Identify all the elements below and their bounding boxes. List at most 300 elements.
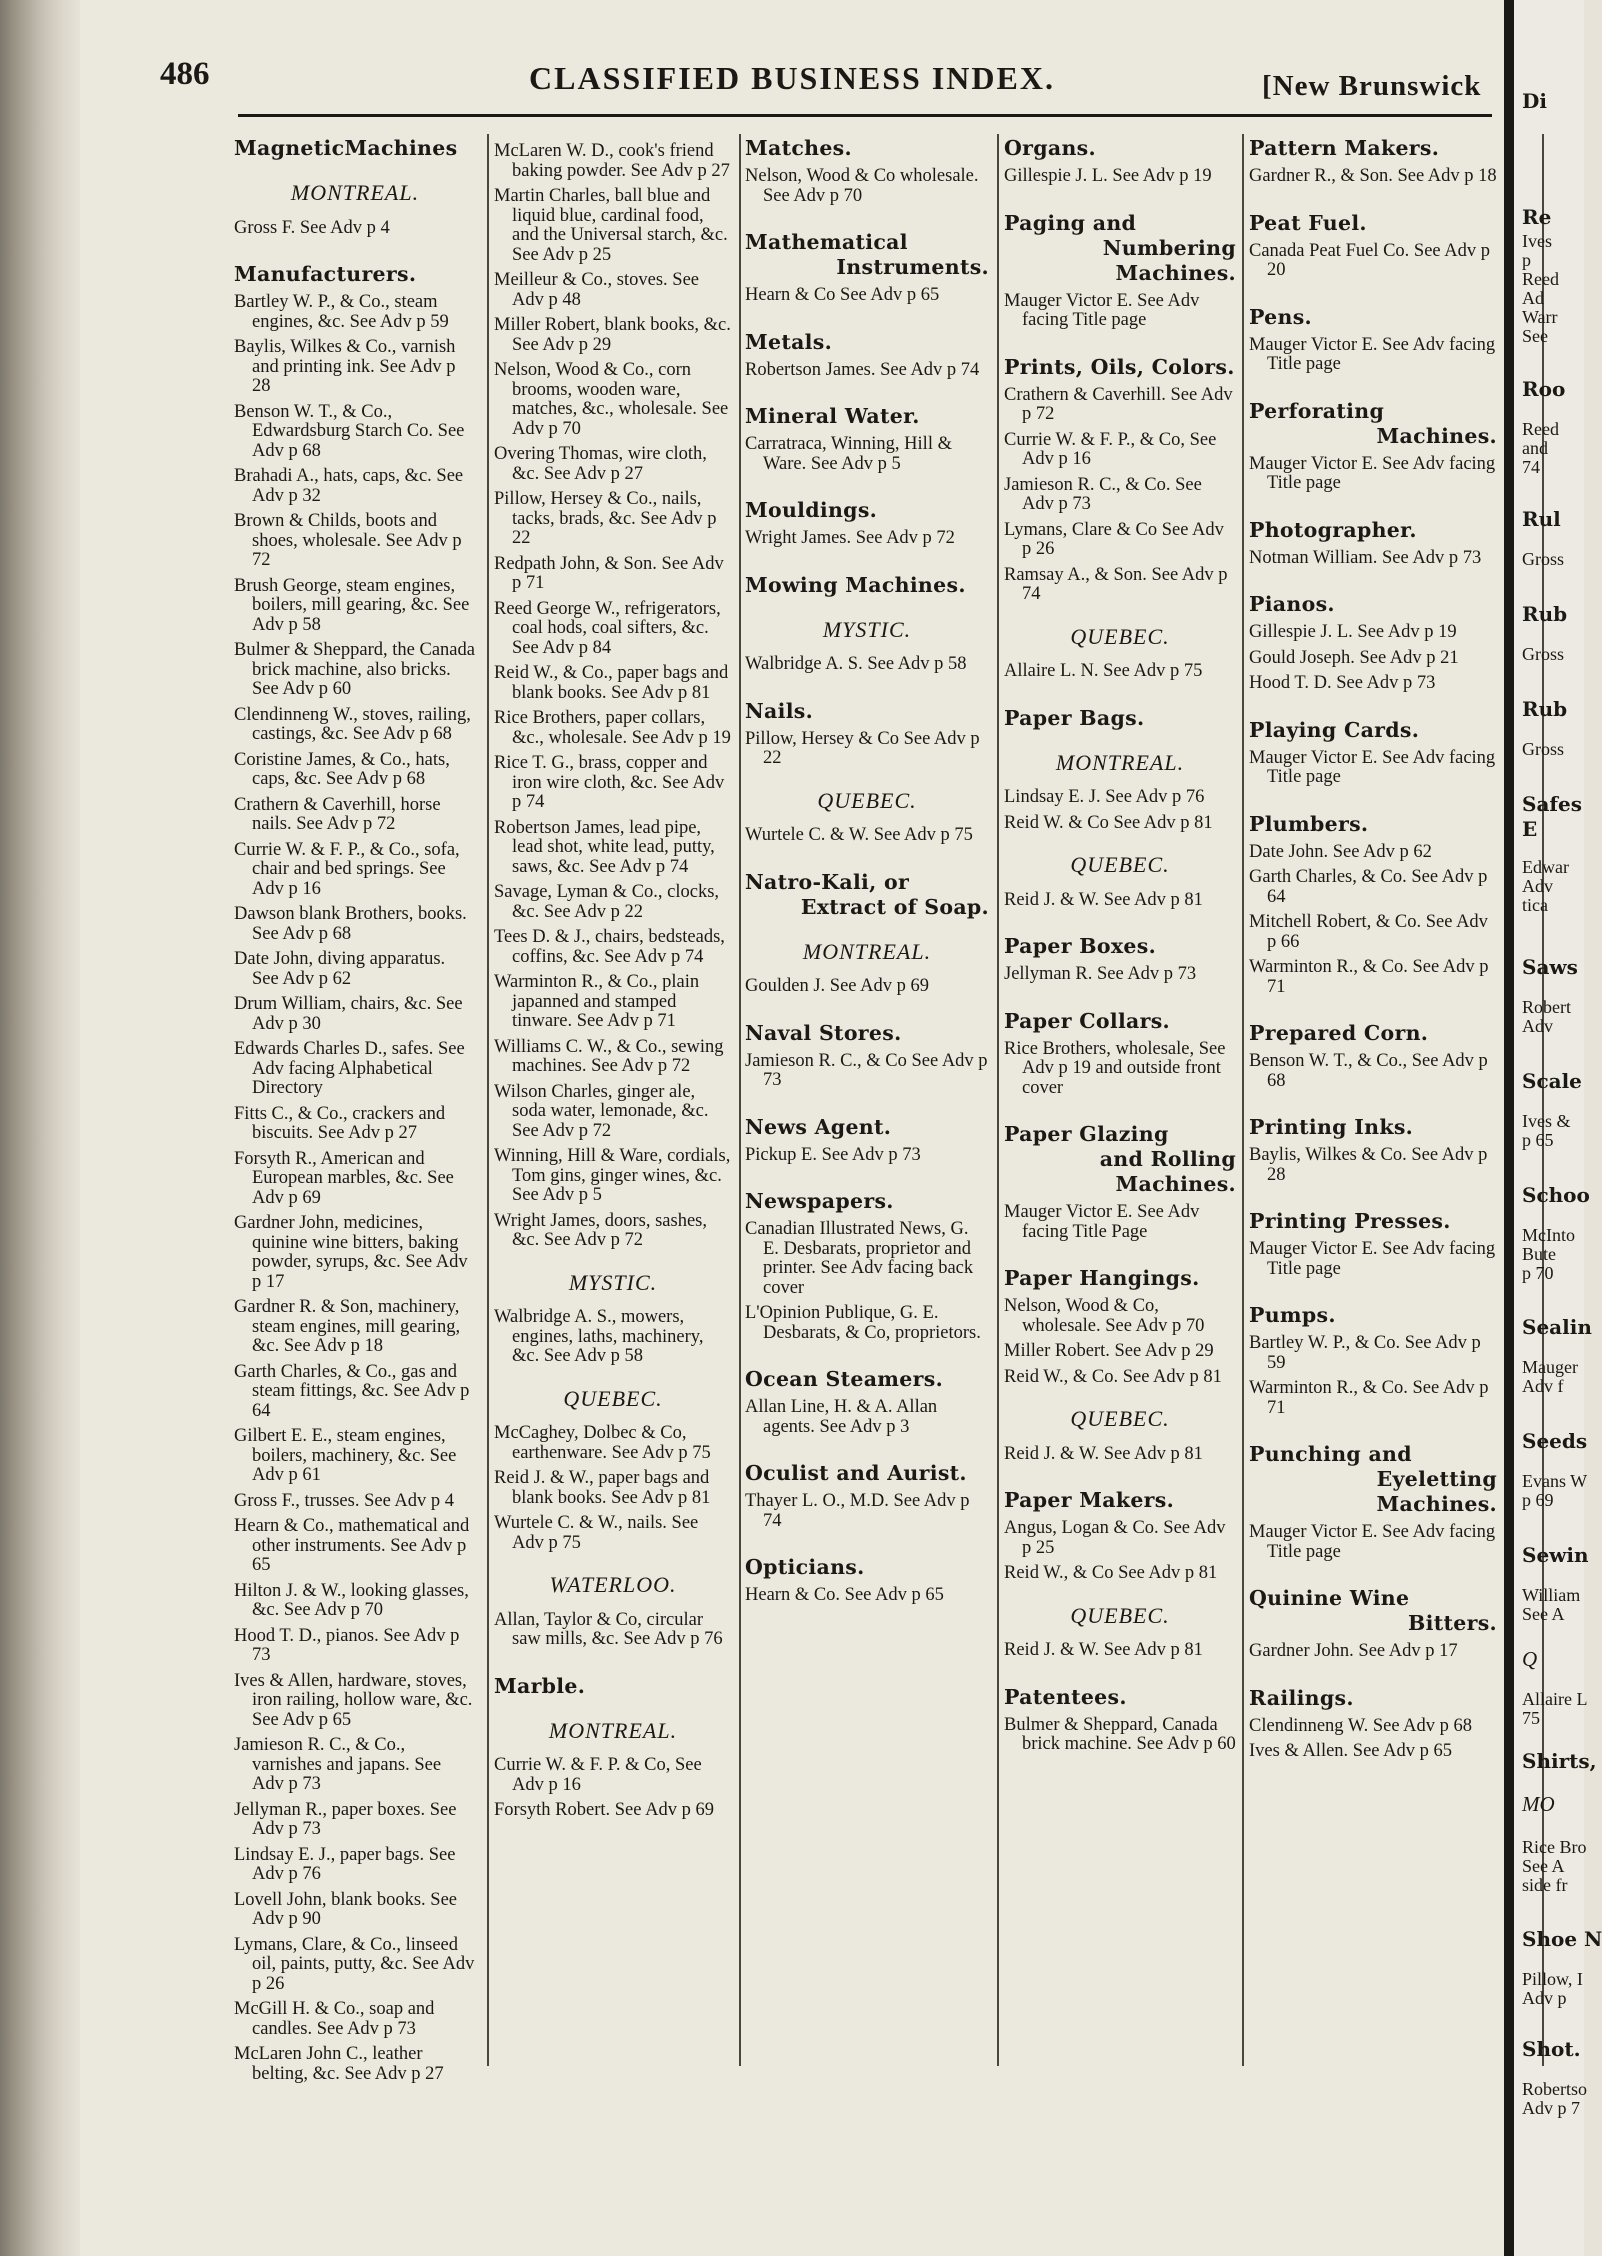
business-entry: [494, 1801, 732, 1821]
business-entry: [234, 1040, 476, 1099]
business-entry-text: Wright James. See Adv p 72: [745, 528, 955, 548]
business-entry: [494, 1611, 732, 1650]
category-heading-line: Numbering: [1102, 235, 1236, 260]
category-heading: [1004, 136, 1236, 161]
category-heading-line: Mowing Machines.: [745, 572, 966, 597]
business-entry-text: Reid J. & W. See Adv p 81: [1004, 1443, 1203, 1464]
adjacent-page-fragment: Shoe N: [1522, 1927, 1602, 1951]
business-entry-text: Warminton R., & Co. See Adv p 71: [1249, 1378, 1489, 1418]
business-entry: [1004, 965, 1236, 985]
business-entry-text: Gardner R. & Son, machinery, steam engines, mill gearing, &c. See Adv p 18: [234, 1297, 461, 1356]
business-entry-text: Walbridge A. S. See Adv p 58: [745, 654, 967, 674]
column-divider: [1242, 134, 1244, 2066]
adjacent-page-fragment: Schoo: [1522, 1183, 1590, 1207]
adjacent-page-fragment: Di: [1522, 89, 1547, 113]
adjacent-page-fragment: Evans W: [1522, 1471, 1588, 1491]
city-subheading: QUEBEC.: [1070, 1406, 1170, 1431]
business-entry-text: Garth Charles, & Co., gas and steam fittings, &c. See Adv p 64: [234, 1361, 470, 1421]
category-heading: [1004, 934, 1236, 959]
category-heading: [1249, 1442, 1497, 1517]
business-entry-text: Gilbert E. E., steam engines, boilers, machinery, &c. See Adv p 61: [234, 1426, 457, 1485]
business-entry: [494, 1308, 732, 1367]
category-heading-line: Extract of Soap.: [800, 894, 989, 919]
business-entry: [234, 706, 476, 745]
business-entry-text: Wright James, doors, sashes, &c. See Adv p 72: [494, 1210, 708, 1250]
city-subheading: QUEBEC.: [1070, 623, 1170, 649]
business-entry: [745, 1052, 989, 1091]
business-entry-text: Clendinneng W., stoves, railing, castings, &c. See Adv p 68: [234, 704, 471, 744]
city-subheading: MONTREAL.: [802, 938, 932, 964]
category-heading-line: Paper Bags.: [1004, 705, 1145, 730]
city-subheading: QUEBEC.: [817, 787, 917, 813]
business-entry-text: Bulmer & Sheppard, Canada brick machine. See Adv p 60: [1004, 1714, 1236, 1754]
business-entry-text: Currie W. & F. P., & Co, See Adv p 16: [1004, 429, 1217, 469]
business-entry: [494, 1147, 732, 1206]
business-entry-text: Angus, Logan & Co. See Adv p 25: [1004, 1518, 1226, 1558]
adjacent-page-fragment: Rice Bro: [1522, 1837, 1587, 1857]
category-heading-line: News Agent.: [745, 1114, 892, 1139]
adjacent-page-fragment: See A: [1522, 1604, 1565, 1624]
category-heading: [745, 1189, 989, 1214]
business-entry-text: Williams C. W., & Co., sewing machines. See Adv p 72: [494, 1036, 724, 1076]
adjacent-page-fragment: and: [1522, 438, 1548, 458]
business-entry: [1249, 623, 1497, 643]
adjacent-page-fragment: p 70: [1522, 1263, 1554, 1283]
adjacent-page-fragment: 75: [1522, 1708, 1540, 1728]
category-heading-line: Peat Fuel.: [1249, 210, 1367, 235]
category-heading-line: Quinine Wine: [1249, 1586, 1410, 1610]
business-entry: [1249, 1334, 1497, 1373]
business-entry: [1249, 336, 1497, 375]
business-entry-text: Rice Brothers, paper collars, &c., wholesale. See Adv p 19: [494, 708, 731, 748]
adjacent-page-fragment: Gross: [1522, 644, 1565, 664]
city-subheading: QUEBEC.: [1070, 1602, 1170, 1628]
business-entry-text: Overing Thomas, wire cloth, &c. See Adv p 27: [494, 444, 707, 484]
category-heading: [1004, 706, 1236, 731]
business-entry-text: Pillow, Hersey & Co See Adv p 22: [745, 728, 980, 768]
category-heading: [1249, 812, 1497, 837]
business-entry: [1004, 814, 1236, 834]
adjacent-page-fragment: p 65: [1522, 1130, 1554, 1150]
business-entry-text: Rice T. G., brass, copper and iron wire cloth, &c. See Adv p 74: [494, 753, 725, 812]
business-entry: [745, 1304, 989, 1343]
adjacent-page-fragment: Mauger: [1522, 1357, 1578, 1377]
business-entry-text: Reid J. & W., paper bags and blank books. See Adv p 81: [494, 1468, 711, 1508]
business-entry: [1004, 662, 1236, 682]
business-entry-text: Rice Brothers, wholesale, See Adv p 19 and outside front cover: [1004, 1038, 1226, 1098]
business-entry-text: Redpath John, & Son. See Adv p 71: [494, 553, 724, 593]
business-entry: [494, 1212, 732, 1251]
business-entry-text: Bartley W. P., & Co., steam engines, &c. See Adv p 59: [234, 292, 449, 332]
business-entry-text: Savage, Lyman & Co., clocks, &c. See Adv p 22: [494, 882, 720, 922]
business-entry-text: Date John. See Adv p 62: [1249, 841, 1432, 862]
business-entry-text: Mauger Victor E. See Adv facing Title page: [1249, 334, 1496, 374]
business-entry-text: Brahadi A., hats, caps, &c. See Adv p 32: [234, 466, 464, 506]
business-entry: [745, 1586, 989, 1606]
business-entry: [494, 1038, 732, 1077]
city-subheading: MYSTIC.: [568, 1269, 658, 1295]
category-heading-line: Opticians.: [745, 1555, 865, 1579]
business-entry: [234, 841, 476, 900]
category-heading: [1249, 1115, 1497, 1140]
business-entry: [1249, 843, 1497, 863]
adjacent-page-fragment: Edwar: [1522, 857, 1569, 877]
category-heading: [1249, 1586, 1497, 1636]
category-heading-line: Punching and: [1249, 1442, 1412, 1466]
business-entry: [745, 977, 989, 997]
adjacent-page-text: [1504, 0, 1602, 2256]
business-entry: [234, 338, 476, 397]
category-heading-line: Marble.: [494, 1673, 586, 1698]
business-entry: [494, 709, 732, 748]
business-entry-text: Hilton J. & W., looking glasses, &c. See Adv p 70: [234, 1580, 469, 1620]
business-entry-text: Mauger Victor E. See Adv facing Title page: [1249, 1522, 1496, 1562]
business-entry-text: Jamieson R. C., & Co. See Adv p 73: [1004, 474, 1202, 514]
category-heading: [745, 330, 989, 355]
business-entry-text: Benson W. T., & Co., See Adv p 68: [1249, 1051, 1488, 1091]
business-entry: [234, 467, 476, 506]
business-entry-text: Canada Peat Fuel Co. See Adv p 20: [1249, 240, 1490, 280]
category-heading: [745, 1367, 989, 1392]
adjacent-page-fragment: Q: [1522, 1647, 1538, 1671]
business-entry: [1004, 1297, 1236, 1336]
business-entry: [234, 1582, 476, 1621]
business-entry: [234, 751, 476, 790]
category-heading-line: Instruments.: [836, 255, 989, 279]
business-entry: [745, 529, 989, 549]
business-entry-text: Baylis, Wilkes & Co. See Adv p 28: [1249, 1145, 1488, 1185]
business-entry: [745, 730, 989, 769]
business-entry-text: Mauger Victor E. See Adv facing Title page: [1249, 453, 1496, 493]
business-entry-text: Bartley W. P., & Co. See Adv p 59: [1249, 1333, 1481, 1373]
category-heading-line: Manufacturers.: [234, 262, 417, 286]
business-entry-text: Mauger Victor E. See Adv facing Title page: [1249, 1239, 1496, 1279]
business-entry: [1249, 242, 1497, 281]
index-column-3: [745, 136, 989, 1606]
business-entry: [494, 1424, 732, 1463]
category-heading: [1249, 1686, 1497, 1711]
business-entry: [234, 1891, 476, 1930]
business-entry-text: Lindsay E. J. See Adv p 76: [1004, 787, 1205, 807]
adjacent-page-fragment: William: [1522, 1585, 1581, 1605]
adjacent-page-fragment: MO: [1522, 1792, 1555, 1816]
business-entry: [1004, 1519, 1236, 1558]
adjacent-page-fragment: Robert: [1522, 997, 1571, 1017]
business-entry-text: McCaghey, Dolbec & Co, earthenware. See Adv p 75: [494, 1423, 711, 1463]
category-heading-line: Mathematical: [745, 230, 908, 254]
business-entry-text: Allan, Taylor & Co, circular saw mills, &c. See Adv p 76: [494, 1609, 723, 1649]
business-entry-text: McGill H. & Co., soap and candles. See Adv p 73: [234, 1999, 435, 2039]
category-heading-line: Nails.: [745, 698, 814, 723]
business-entry-text: Reid J. & W. See Adv p 81: [1004, 889, 1203, 910]
business-entry-text: Jellyman R. See Adv p 73: [1004, 964, 1197, 984]
business-entry-text: Forsyth Robert. See Adv p 69: [494, 1800, 714, 1820]
business-entry: [234, 995, 476, 1034]
business-entry-text: Reid W. & Co See Adv p 81: [1004, 812, 1213, 833]
business-entry: [1249, 913, 1497, 952]
index-column-4: [1004, 136, 1236, 1755]
category-heading-line: Machines.: [1115, 1172, 1236, 1196]
business-entry: [1004, 566, 1236, 605]
business-entry-text: Pillow, Hersey & Co., nails, tacks, brads, &c. See Adv p 22: [494, 489, 717, 548]
adjacent-page-fragment: Reed: [1522, 419, 1559, 439]
business-entry: [494, 883, 732, 922]
business-entry: [234, 1427, 476, 1486]
category-heading-line: Pattern Makers.: [1249, 136, 1440, 160]
city-subheading: MYSTIC.: [822, 616, 912, 642]
business-entry-text: Tees D. & J., chairs, bedsteads, coffins, &c. See Adv p 74: [494, 927, 725, 967]
category-heading: [1004, 1488, 1236, 1513]
category-heading-line: Ocean Steamers.: [745, 1367, 944, 1391]
business-entry: [234, 2045, 476, 2084]
category-heading-line: Paper Hangings.: [1004, 1266, 1200, 1290]
business-entry: [745, 167, 989, 206]
column-divider: [487, 134, 489, 2066]
category-heading: [1249, 1209, 1497, 1234]
business-entry: [234, 1363, 476, 1422]
category-heading: [745, 573, 989, 598]
business-entry-text: Drum William, chairs, &c. See Adv p 30: [234, 994, 463, 1034]
business-entry: [234, 1214, 476, 1292]
business-entry-text: Reid J. & W. See Adv p 81: [1004, 1640, 1203, 1660]
business-entry: [234, 950, 476, 989]
business-entry-text: Wurtele C. & W., nails. See Adv p 75: [494, 1513, 699, 1553]
business-entry-text: Martin Charles, ball blue and liquid blue, cardinal food, and the Universal starch, &c. See Adv p 25: [494, 186, 728, 265]
category-heading-line: Mouldings.: [745, 498, 878, 522]
category-heading-line: Mineral Water.: [745, 404, 920, 428]
adjacent-page-fragment: p: [1522, 250, 1531, 270]
business-entry: [1004, 1445, 1236, 1465]
adjacent-page-fragment: McInto: [1522, 1225, 1575, 1245]
business-entry-text: Lymans, Clare & Co See Adv p 26: [1004, 519, 1224, 559]
business-entry-text: Lymans, Clare, & Co., linseed oil, paints, putty, &c. See Adv p 26: [234, 1934, 475, 1994]
adjacent-page-fragment: Adv p 7: [1522, 2098, 1580, 2118]
business-entry: [494, 664, 732, 703]
business-entry: [234, 512, 476, 571]
index-column-5: [1249, 136, 1497, 1762]
category-heading-line: Printing Presses.: [1249, 1209, 1451, 1233]
column-divider: [997, 134, 999, 2066]
business-entry: [1249, 958, 1497, 997]
category-heading-line: Oculist and Aurist.: [745, 1461, 967, 1485]
adjacent-page-fragment: Rul: [1522, 507, 1561, 531]
business-entry-text: Miller Robert, blank books, &c. See Adv p 29: [494, 315, 731, 355]
business-entry: [234, 1936, 476, 1995]
adjacent-page-fragment: Pillow, I: [1522, 1969, 1583, 1989]
category-heading-line: Patentees.: [1004, 1684, 1127, 1709]
category-heading-line: Prints, Oils, Colors.: [1004, 354, 1235, 379]
business-entry: [1249, 1717, 1497, 1737]
category-heading: [1004, 1266, 1236, 1291]
category-heading-line: Organs.: [1004, 136, 1096, 160]
business-entry: [234, 796, 476, 835]
category-heading: [745, 136, 989, 161]
business-entry-text: Fitts C., & Co., crackers and biscuits. See Adv p 27: [234, 1103, 446, 1143]
business-entry: [234, 1672, 476, 1731]
business-entry-text: Canadian Illustrated News, G. E. Desbarats, proprietor and printer. See Adv facing back cover: [745, 1219, 974, 1298]
business-entry-text: Reid W., & Co See Adv p 81: [1004, 1563, 1218, 1583]
adjacent-page-fragment: Seeds: [1522, 1429, 1588, 1453]
category-heading: [745, 1555, 989, 1580]
business-entry: [494, 316, 732, 355]
business-entry-text: Baylis, Wilkes & Co., varnish and printing ink. See Adv p 28: [234, 337, 456, 396]
category-heading-line: Perforating: [1249, 398, 1385, 423]
business-entry-text: Miller Robert. See Adv p 29: [1004, 1341, 1214, 1361]
business-entry-text: Gross F., trusses. See Adv p 4: [234, 1490, 455, 1511]
adjacent-page-fragment: tica: [1522, 895, 1548, 915]
adjacent-page-fragment: Sealin: [1522, 1315, 1592, 1339]
business-entry-text: Mauger Victor E. See Adv facing Title page: [1004, 290, 1200, 330]
adjacent-page-fragment: Shirts,: [1522, 1749, 1597, 1773]
category-heading: [1249, 1021, 1497, 1046]
business-entry-text: McLaren W. D., cook's friend baking powder. See Adv p 27: [494, 141, 730, 181]
running-header-province: [New Brunswick: [1262, 70, 1482, 102]
business-entry: [1004, 431, 1236, 470]
business-entry: [1249, 1642, 1497, 1662]
adjacent-page-fragment: Shot.: [1522, 2037, 1581, 2061]
adjacent-page-fragment: Adv: [1522, 1016, 1553, 1036]
category-heading: [1249, 136, 1497, 161]
adjacent-page-fragment: See A: [1522, 1856, 1565, 1876]
business-entry-text: Gardner John. See Adv p 17: [1249, 1641, 1458, 1661]
business-entry: [1249, 1742, 1497, 1762]
business-entry-text: McLaren John C., leather belting, &c. See Adv p 27: [234, 2044, 444, 2084]
business-entry: [494, 555, 732, 594]
business-entry-text: Allan Line, H. & A. Allan agents. See Adv p 3: [745, 1397, 938, 1437]
business-entry: [1249, 455, 1497, 494]
category-heading-line: Natro-Kali, or: [745, 869, 910, 894]
category-heading: [1249, 305, 1497, 330]
city-subheading: MONTREAL.: [548, 1717, 678, 1743]
business-entry-text: Bulmer & Sheppard, the Canada brick machine, also bricks. See Adv p 60: [234, 640, 475, 699]
business-entry: [234, 1492, 476, 1512]
category-heading-line: Newspapers.: [745, 1189, 894, 1213]
business-entry-text: Gardner R., & Son. See Adv p 18: [1249, 166, 1497, 186]
category-heading: [234, 136, 476, 161]
business-entry: [234, 2000, 476, 2039]
business-entry-text: Walbridge A. S., mowers, engines, laths, machinery, &c. See Adv p 58: [494, 1307, 704, 1366]
adjacent-page-fragment: Ives: [1522, 231, 1552, 251]
business-entry: [1004, 167, 1236, 187]
business-entry: [494, 1756, 732, 1795]
category-heading: [745, 699, 989, 724]
adjacent-page-fragment: Saws: [1522, 955, 1578, 979]
category-heading-line: Bitters.: [1408, 1611, 1497, 1635]
business-entry-text: Clendinneng W. See Adv p 68: [1249, 1715, 1473, 1736]
business-entry: [234, 1627, 476, 1666]
adjacent-page-fragment: Robertso: [1522, 2079, 1587, 2099]
business-entry: [1249, 1052, 1497, 1091]
adjacent-page-fragment: Re: [1522, 205, 1552, 229]
category-heading-line: Pumps.: [1249, 1303, 1336, 1327]
category-heading: [1249, 399, 1497, 449]
business-entry: [234, 577, 476, 636]
index-column-1: [234, 136, 476, 2084]
category-heading: [1004, 211, 1236, 286]
business-entry: [1249, 1146, 1497, 1185]
business-entry-text: Allaire L. N. See Adv p 75: [1004, 661, 1203, 681]
business-entry: [494, 187, 732, 265]
category-heading: [1249, 592, 1497, 617]
business-entry-text: Ives & Allen, hardware, stoves, iron railing, hollow ware, &c. See Adv p 65: [234, 1670, 473, 1730]
business-entry: [494, 271, 732, 310]
category-heading: [1249, 518, 1497, 543]
business-entry-text: Robertson James, lead pipe, lead shot, white lead, putty, saws, &c. See Adv p 74: [494, 817, 715, 877]
business-entry: [1004, 1716, 1236, 1755]
business-entry-text: Edwards Charles D., safes. See Adv facing Alphabetical Directory: [234, 1039, 465, 1098]
category-heading: [745, 404, 989, 429]
business-entry: [234, 1736, 476, 1795]
category-heading-line: Matches.: [745, 136, 852, 160]
city-subheading: WATERLOO.: [549, 1572, 677, 1597]
business-entry-text: Winning, Hill & Ware, cordials, Tom gins, ginger wines, &c. See Adv p 5: [494, 1146, 731, 1205]
business-entry-text: Brown & Childs, boots and shoes, wholesale. See Adv p 72: [234, 511, 462, 570]
business-entry: [494, 1469, 732, 1508]
business-entry: [234, 641, 476, 700]
business-entry-text: Nelson, Wood & Co., corn brooms, wooden ware, matches, &c., wholesale. See Adv p 70: [494, 360, 729, 439]
business-entry-text: Mauger Victor E. See Adv facing Title page: [1249, 747, 1496, 787]
category-heading: [745, 1115, 989, 1140]
city-subheading: MONTREAL.: [1055, 749, 1185, 775]
business-entry: [1004, 1641, 1236, 1661]
adjacent-page-fragment: Adv: [1522, 876, 1553, 896]
business-entry: [745, 361, 989, 381]
business-entry: [494, 754, 732, 813]
business-entry-text: Currie W. & F. P. & Co, See Adv p 16: [494, 1755, 702, 1795]
category-heading: [745, 498, 989, 523]
business-entry-text: Wilson Charles, ginger ale, soda water, lemonade, &c. See Adv p 72: [494, 1081, 709, 1141]
business-entry-text: Jellyman R., paper boxes. See Adv p 73: [234, 1799, 457, 1839]
business-entry-text: Robertson James. See Adv p 74: [745, 359, 980, 380]
business-entry-text: Jamieson R. C., & Co., varnishes and japans. See Adv p 73: [234, 1735, 442, 1794]
adjacent-page-fragment: E: [1522, 817, 1538, 841]
business-entry-text: Forsyth R., American and European marbles, &c. See Adv p 69: [234, 1148, 454, 1208]
adjacent-page-strip: [1504, 0, 1602, 2256]
business-entry: [234, 219, 476, 239]
category-heading: [745, 230, 989, 280]
business-entry-text: Hearn & Co See Adv p 65: [745, 285, 940, 305]
business-entry: [745, 1398, 989, 1437]
business-entry-text: Carratraca, Winning, Hill & Ware. See Adv p 5: [745, 434, 952, 474]
category-heading-line: Machines.: [1376, 423, 1497, 448]
business-entry-text: Notman William. See Adv p 73: [1249, 547, 1482, 568]
business-entry: [234, 1105, 476, 1144]
business-entry: [1004, 1203, 1236, 1242]
category-heading: [1004, 355, 1236, 380]
business-entry-text: Dawson blank Brothers, books. See Adv p 68: [234, 904, 467, 944]
business-entry-text: Warminton R., & Co., plain japanned and stamped tinware. See Adv p 71: [494, 972, 700, 1031]
business-entry-text: Benson W. T., & Co., Edwardsburg Starch Co. See Adv p 68: [234, 401, 465, 461]
category-heading-line: Metals.: [745, 329, 833, 354]
city-subheading: QUEBEC.: [563, 1385, 663, 1411]
business-entry: [234, 1846, 476, 1885]
business-entry: [745, 655, 989, 675]
business-entry: [234, 403, 476, 462]
business-entry-text: Hood T. D. See Adv p 73: [1249, 673, 1436, 693]
business-entry-text: Hood T. D., pianos. See Adv p 73: [234, 1625, 460, 1665]
category-heading-line: Paper Collars.: [1004, 1008, 1170, 1033]
business-entry-text: Garth Charles, & Co. See Adv p 64: [1249, 867, 1488, 907]
business-entry: [1249, 674, 1497, 694]
business-entry-text: Reid W., & Co., paper bags and blank books. See Adv p 81: [494, 663, 729, 703]
business-entry: [1249, 549, 1497, 569]
category-heading: [745, 1461, 989, 1486]
category-heading: [1249, 1303, 1497, 1328]
adjacent-page-fragment: See: [1522, 326, 1548, 346]
category-heading-line: Playing Cards.: [1249, 717, 1420, 742]
business-entry: [494, 1083, 732, 1142]
adjacent-page-fragment: Rub: [1522, 602, 1568, 626]
